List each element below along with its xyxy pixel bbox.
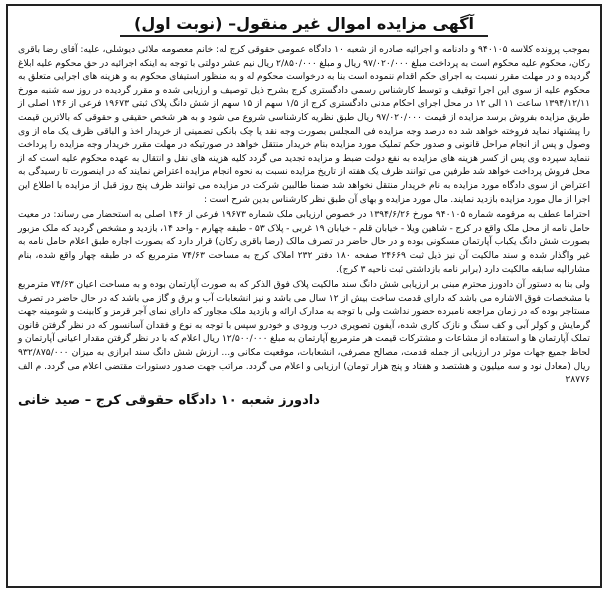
auction-notice [6, 4, 602, 588]
paragraph-auction-terms: بموجب پرونده کلاسه ۹۴۰۱۰۵ و دادنامه و اجرائیه صادره از شعبه ۱۰ دادگاه عمومی حقوقی کرج له: خانم معصومه ملائی دیوشلی، علیه: آقای رضا باقری رکان، محکوم علیه محکوم است به پرداخت مبلغ ۹۷/۰۲۰/۰۰۰ ریال و مبلغ ۲/۸۵۰/۰۰۰ ریال نیم عشر دولتی با توجه به اینکه اجرائیه در حق محکوم علیه ابلاغ گردیده و در مهلت مقرر نسبت به اجرای حکم اقدام ننموده است بنا به درخواست محکوم له و به منظور استیفای محکوم به و هزینه های اجرایی متعلق به محکوم علیه از سوی این اجرا توقیف و توسط کارشناس رسمی دادگستری کرج بشرح ذیل توصیف و ارزیابی شده و مقرر گردیده در روز سه شنبه مورخ ۱۳۹۴/۱۲/۱۱ ساعت ۱۱ الی ۱۲ در محل اجرای احکام مدنی دادگستری کرج از ۱/۵ سهم از ۱۵ سهم از شش دانگ پلاک ثبتی ۱۹۶۷۳ فرعی از ۱۴۶ اصلی از طریق مزایده بفروش برسد مزایده از قیمت ۹۷/۰۲۰/۰۰۰ ریال طبق نظریه کارشناسی شروع می شود و به هر شخص حقیقی و حقوقی که بالاترین قیمت را پیشنهاد نماید فروخته خواهد شد ده درصد وجه مزایده فی المجلس بصورت وجه نقد یا چک بانکی تضمینی از خریدار اخذ و الباقی ظرف یک ماه از وی وصول و پس از انجام مراحل قانونی و صدور حکم تملیک مورد مزایده بنام خریدار منتقل خواهد در صورتیکه در مهلت مقرر خریدار وجه مزایده را پرداخت ننماید سپرده وی پس از کسر هزینه های مزایده به نفع دولت ضبط و مزایده تجدید می گردد کلیه هزینه های نقل و انتقال به عهده محکوم علیه است که از محل فروش پرداخت خواهد شد طرفین می توانند ظرف یک هفته از تاریخ مزایده نسبت به نحوه انجام مزایده اعتراض نمایند که در اینصورت تا رسیدگی به اعتراض از سوی دادگاه مورد مزایده به نام خریدار منتقل نخواهد شد ضمنا طالبین شرکت در مزایده می توانند ظرف پنج روز قبل از مزایده با اطلاع این اجرا از مال مورد مزایده بازدید نمایند. مال مورد مزایده و بهای آن طبق نظر کارشناس بدین شرح است : [18, 44, 591, 205]
title-wrap [18, 12, 590, 37]
signature: دادورز شعبه ۱۰ دادگاه حقوقی کرج – صید خانی [18, 392, 320, 408]
notice-title: آگهی مزایده اموال غیر منقول– (نوبت اول) [120, 12, 488, 37]
paragraph-expert-valuation: ولی بنا به دستور آن دادورز محترم مبنی بر ارزیابی شش دانگ سند مالکیت پلاک فوق الذکر که به صورت آپارتمان بوده و به مساحت اعیان ۷۴/۶۳ مترمربع با مشخصات فوق الاشاره می باشد که دارای قدمت ساخت بیش از ۱۲ سال می باشد و نیز انشعابات آب و برق و گاز می باشد که در حال حاضر در تصرف مستاجر بوده که در زمان مراجعه نامبرده حضور نداشت ولی با توجه به مدارک ارائه و بازدید ملک مجاور که دارای نمای آجر قرمز و کابینت و شومینه جهت گرمایش و کولر آبی و کف سنگ و نازک کاری شده، آیفون تصویری درب ورودی و خودرو سپس با توجه به نوع و فقدان آسانسور که در نظر گرفتن قانون تملک آپارتمان ها و استفاده از مشاعات و مشترکات قیمت هر مترمربع آپارتمان به مبلغ ۱۲/۵۰۰/۰۰۰ ریال اعلام که با در نظر گرفتن مقدار اعیانی آپارتمان و لحاظ جمیع جهات موثر در ارزیابی از جمله قدمت، مصالح مصرفی، انشعابات، موقعیت مکانی و... ارزش شش دانگ سند ابرازی به میزان ۹۳۲/۸۷۵/۰۰۰ ریال (معادل نود و سه میلیون و هشتصد و هفتاد و پنج هزار تومان) ارزیابی و اعلام می گردد. مراتب جهت صدور دستورات مقتضی اعلام می گردد. م الف ۲۸۷۷۶ [18, 279, 591, 386]
paragraph-property-description: احتراما عطف به مرقومه شماره ۹۴۰۱۰۵ مورخ ۱۳۹۴/۶/۲۶ در خصوص ارزیابی ملک شماره ۱۹۶۷۳ فرعی از ۱۴۶ اصلی به استحضار می رساند: در معیت حامل نامه از محل ملک واقع در کرج - شاهین ویلا - خیابان قلم - خیابان ۱۹ غربی - پلاک ۵۳ - طبقه چهارم - واحد ۱۴، بازدید و مشخص گردید که ملک مزبور بصورت شش دانگ یکباب آپارتمان مسکونی بوده و در حال حاضر در تصرف مالک (رضا باقری رکان) قرار دارد که بصورت اجاره طبق اعلام حامل نامه به غیر واگذار شده و سند مالکیت آن نیز ذیل ثبت ۲۴۶۶۹ صفحه ۱۸۰ دفتر ۲۳۲ املاک کرج به مساحت ۷۴/۶۳ مترمربع که در طبقه چهار واقع شده، بنام مشارالیه سابقه مالکیت دارد (برابر نامه بازداشتی ثبت ناحیه ۳ کرج). [18, 209, 591, 275]
